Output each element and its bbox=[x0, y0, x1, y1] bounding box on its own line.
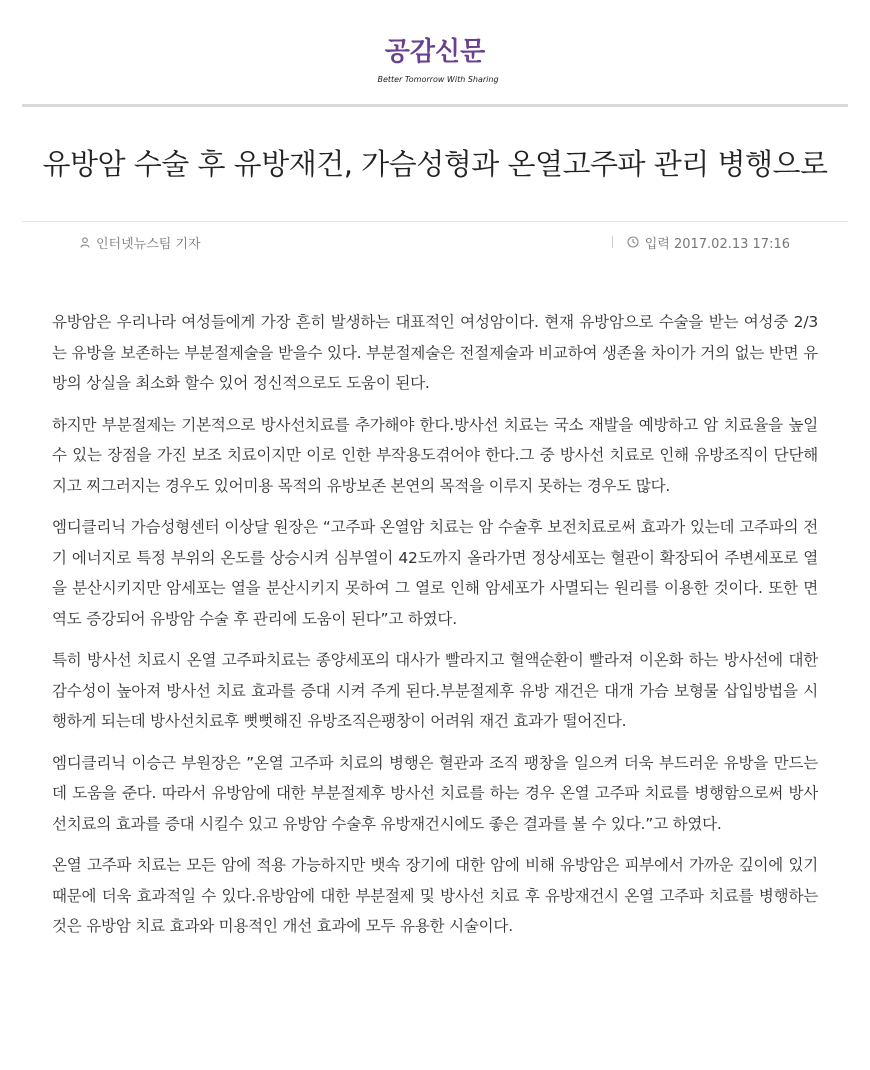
published-date: 입력 2017.02.13 17:16 bbox=[644, 236, 790, 252]
article-paragraph: 온열 고주파 치료는 모든 암에 적용 가능하지만 뱃속 장기에 대한 암에 비해 유방암은 피부에서 가까운 깊이에 있기 때문에 더욱 효과적일 수 있다.유방암에 대한 부분절제 및 방사선 치료 후 유방재건시 온열 고주파 치료를 병행하는 것은 유방암 치료 효과와 미용적인 개선 효과에 모두 유용한 시술이다. bbox=[52, 856, 818, 935]
logo-text: 공감신문 bbox=[384, 37, 486, 67]
site-header bbox=[0, 0, 870, 106]
clock-icon bbox=[627, 236, 639, 248]
logo-tagline: Better Tomorrow With Sharing bbox=[377, 75, 499, 84]
article-paragraph: 엠디클리닉 가슴성형센터 이상달 원장은 “고주파 온열암 치료는 암 수술후 보전치료로써 효과가 있는데 고주파의 전기 에너지로 특정 부위의 온도를 상승시켜 심부열이 42도까지 올라가면 정상세포는 혈관이 확장되어 주변세포로 열을 분산시키지만 암세포는 열을 분산시키지 못하여 그 열로 인해 암세포가 사멸되는 원리를 이용한 것이다. 또한 면역도 증강되어 유방암 수술 후 관리에 도움이 된다”고 하였다. bbox=[52, 518, 818, 628]
person-icon bbox=[80, 237, 90, 248]
article-date bbox=[612, 232, 790, 252]
article-author bbox=[80, 232, 201, 252]
meta-divider bbox=[22, 221, 848, 222]
article-paragraph: 유방암은 우리나라 여성들에게 가장 흔히 발생하는 대표적인 여성암이다. 현재 유방암으로 수술을 받는 여성중 2/3는 유방을 보존하는 부분절제술을 받을수 있다. 부분절제술은 전절제술과 비교하여 생존율 차이가 거의 없는 반면 유방의 상실을 최소화 할수 있어 정신적으로도 도움이 된다. bbox=[52, 313, 818, 392]
meta-separator bbox=[612, 236, 613, 248]
site-logo[interactable] bbox=[370, 30, 500, 90]
header-divider bbox=[22, 104, 848, 107]
article-paragraph: 하지만 부분절제는 기본적으로 방사선치료를 추가해야 한다.방사선 치료는 국소 재발을 예방하고 암 치료율을 높일 수 있는 장점을 가진 보조 치료이지만 이로 인한 부작용도겪어야 한다.그 중 방사선 치료로 인해 유방조직이 단단해지고 찌그러지는 경우도 있어미용 목적의 유방보존 본연의 목적을 이루지 못하는 경우도 많다. bbox=[52, 415, 818, 495]
author-name: 인터넷뉴스팀 기자 bbox=[96, 236, 201, 252]
article-body bbox=[52, 307, 818, 953]
article-paragraph: 특히 방사선 치료시 온열 고주파치료는 종양세포의 대사가 빨라지고 혈액순환이 빨라져 이온화 하는 방사선에 대한 감수성이 높아져 방사선 치료 효과를 증대 시켜 주게 된다.부분절제후 유방 재건은 대개 가슴 보형물 삽입방법을 시행하게 되는데 방사선치료후 뻣뻣해진 유방조직은팽창이 어려워 재건 효과가 떨어진다. bbox=[52, 651, 818, 730]
logo-mark bbox=[370, 30, 500, 90]
article-paragraph: 엠디클리닉 이승근 부원장은 ”온열 고주파 치료의 병행은 혈관과 조직 팽창을 일으켜 더욱 부드러운 유방을 만드는데 도움을 준다. 따라서 유방암에 대한 부분절제후 방사선 치료를 하는 경우 온열 고주파 치료를 병행함으로써 방사선치료의 효과를 증대 시킬수 있고 유방암 수술후 유방재건시에도 좋은 결과를 볼 수 있다.”고 하였다. bbox=[52, 753, 818, 833]
article-title: 유방암 수술 후 유방재건, 가슴성형과 온열고주파 관리 병행으로 bbox=[42, 147, 828, 181]
